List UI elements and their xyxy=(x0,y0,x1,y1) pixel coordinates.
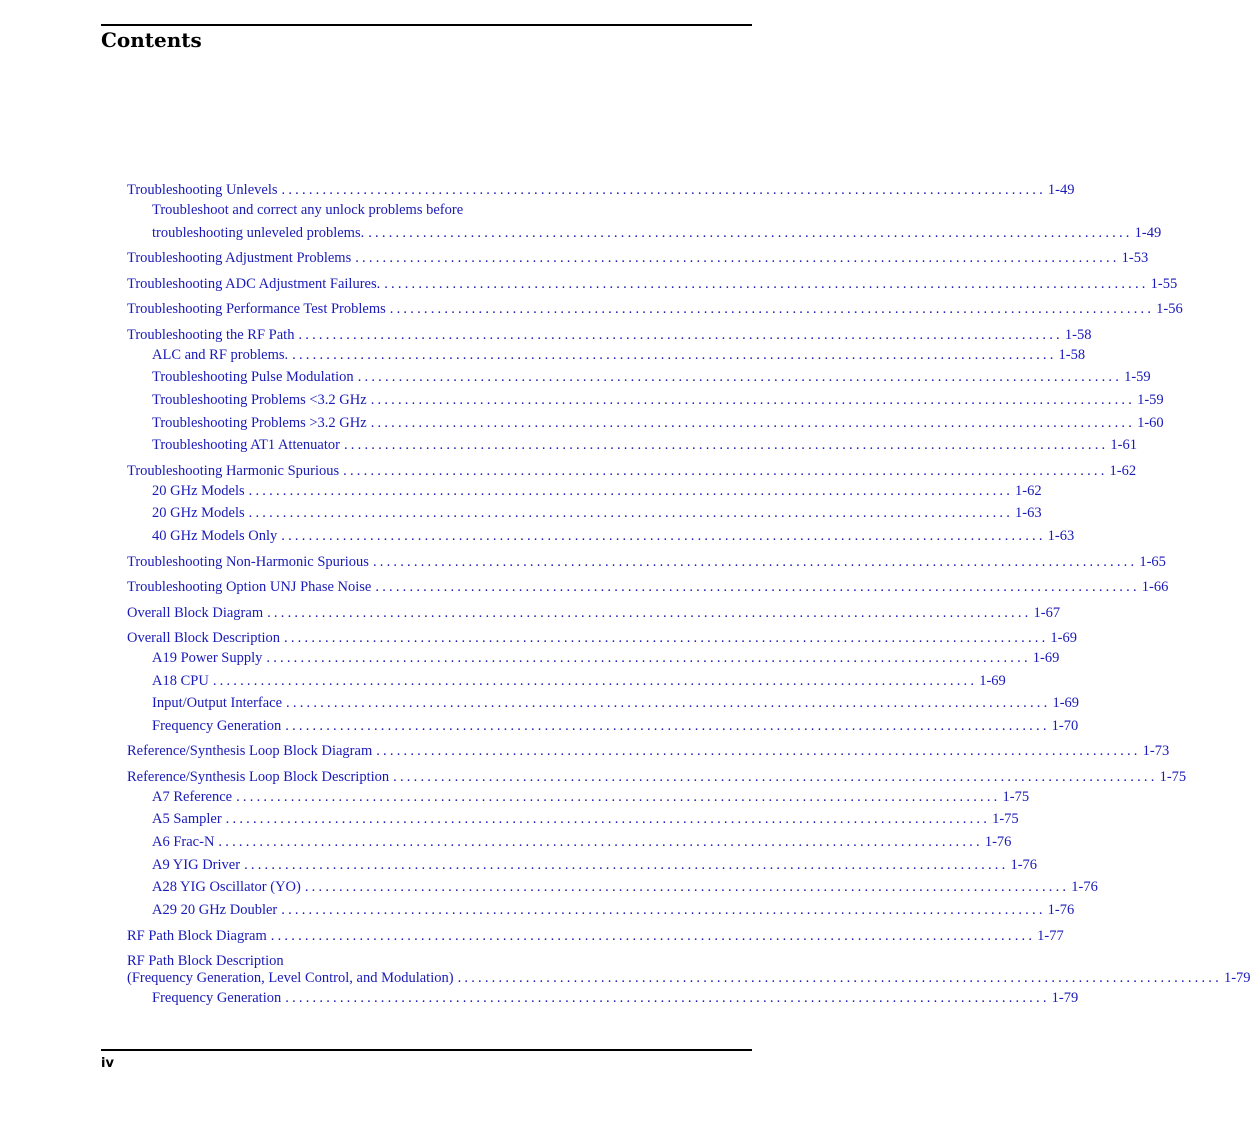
toc-entry-performance-test-problems[interactable] xyxy=(0,300,1183,319)
toc-entry-harmonic-spurious[interactable] xyxy=(0,462,1137,481)
top-rule xyxy=(101,24,752,26)
leader-dots: ................................................................................................................ xyxy=(457,970,1222,986)
toc-label: Troubleshooting Unlevels xyxy=(127,182,278,198)
toc-page: 1-73 xyxy=(1142,743,1170,759)
toc-entry-non-harmonic-spurious[interactable] xyxy=(0,553,1166,572)
toc-entry-problems-below-3-2ghz[interactable] xyxy=(0,391,1164,410)
toc-label: A6 Frac-N xyxy=(152,834,215,850)
page-number: iv xyxy=(101,1056,114,1071)
toc-page: 1-76 xyxy=(1071,879,1098,895)
toc-label: Troubleshooting Pulse Modulation xyxy=(152,369,354,385)
toc-label: troubleshooting unleveled problems. xyxy=(152,225,365,241)
toc-label: Troubleshooting Problems <3.2 GHz xyxy=(152,392,367,408)
toc-page: 1-59 xyxy=(1137,392,1164,408)
leader-dots: ................................................................................................................ xyxy=(292,347,1057,363)
toc-entry-pulse-modulation[interactable] xyxy=(0,368,1151,387)
leader-dots: ................................................................................................................ xyxy=(286,695,1051,711)
toc-page: 1-76 xyxy=(1010,857,1038,873)
leader-dots: ................................................................................................................ xyxy=(285,718,1050,734)
toc-label: 20 GHz Models xyxy=(152,505,245,521)
leader-dots: ................................................................................................................ xyxy=(248,483,1014,499)
toc-entry-ref-synth-loop-block-description[interactable] xyxy=(0,768,1187,787)
toc-label: ALC and RF problems. xyxy=(152,347,289,363)
toc-page: 1-62 xyxy=(1109,463,1137,479)
toc-entry-troubleshooting-unlevels[interactable] xyxy=(0,181,1075,200)
toc-entry-unlock-note[interactable]: Troubleshoot and correct any unlock problems before xyxy=(152,202,464,218)
leader-dots: ................................................................................................................ xyxy=(267,605,1032,621)
toc-entry-a5-sampler[interactable] xyxy=(0,810,1019,829)
toc-entry-a28-yig-oscillator[interactable] xyxy=(0,878,1098,897)
toc-page: 1-69 xyxy=(1052,695,1080,711)
leader-dots: ................................................................................................................ xyxy=(298,327,1063,343)
toc-label: A7 Reference xyxy=(152,789,233,805)
toc-page: 1-49 xyxy=(1134,225,1162,241)
leader-dots: ................................................................................................................ xyxy=(236,789,1001,805)
toc-label: Frequency Generation xyxy=(152,718,282,734)
toc-entry-a7-reference[interactable] xyxy=(0,788,1030,807)
toc-page: 1-75 xyxy=(992,811,1019,827)
toc-entry-20ghz-models-2[interactable] xyxy=(0,504,1042,523)
toc-entry-overall-block-diagram[interactable] xyxy=(0,604,1061,623)
toc-entry-rf-path-block-description[interactable]: RF Path Block Description xyxy=(127,953,284,969)
toc-entry-frequency-generation-2[interactable] xyxy=(0,989,1079,1008)
toc-page: 1-76 xyxy=(1047,902,1075,918)
toc-entry-alc-rf-problems[interactable] xyxy=(0,346,1086,365)
leader-dots: ................................................................................................................ xyxy=(375,579,1140,595)
leader-dots: ................................................................................................................ xyxy=(285,990,1050,1006)
leader-dots: ................................................................................................................ xyxy=(343,463,1108,479)
toc-page: 1-69 xyxy=(979,673,1006,689)
leader-dots: ................................................................................................................ xyxy=(393,769,1158,785)
toc-label: Troubleshooting Problems >3.2 GHz xyxy=(152,415,367,431)
toc-page: 1-61 xyxy=(1110,437,1137,453)
leader-dots: ................................................................................................................ xyxy=(372,554,1138,570)
toc-entry-adc-adjustment-failures[interactable] xyxy=(0,275,1178,294)
toc-page: 1-79 xyxy=(1223,970,1251,986)
leader-dots: ................................................................................................................ xyxy=(370,392,1136,408)
leader-dots: ................................................................................................................ xyxy=(225,811,991,827)
leader-dots: ................................................................................................................ xyxy=(248,505,1014,521)
leader-dots: ................................................................................................................ xyxy=(368,225,1133,241)
toc-entry-a9-yig-driver[interactable] xyxy=(0,856,1038,875)
toc-label: Troubleshooting the RF Path xyxy=(127,327,295,343)
toc-label: Reference/Synthesis Loop Block Description xyxy=(127,769,390,785)
leader-dots: ................................................................................................................ xyxy=(212,673,978,689)
toc-page: 1-63 xyxy=(1015,505,1042,521)
toc-entry-rf-path[interactable] xyxy=(0,326,1092,345)
leader-dots: ................................................................................................................ xyxy=(281,528,1046,544)
toc-label: A5 Sampler xyxy=(152,811,222,827)
toc-page: 1-79 xyxy=(1051,990,1079,1006)
toc-entry-frequency-generation-1[interactable] xyxy=(0,717,1079,736)
toc-label: Troubleshooting ADC Adjustment Failures. xyxy=(127,276,381,292)
leader-dots: ................................................................................................................ xyxy=(357,369,1123,385)
leader-dots: ................................................................................................................ xyxy=(389,301,1155,317)
toc-page: 1-75 xyxy=(1159,769,1187,785)
leader-dots: ................................................................................................................ xyxy=(281,902,1046,918)
toc-label: Overall Block Diagram xyxy=(127,605,264,621)
leader-dots: ................................................................................................................ xyxy=(384,276,1149,292)
toc-label: Troubleshooting Performance Test Problems xyxy=(127,301,386,317)
toc-entry-a29-20ghz-doubler[interactable] xyxy=(0,901,1075,920)
toc-entry-adjustment-problems[interactable] xyxy=(0,249,1149,268)
toc-page: 1-55 xyxy=(1150,276,1178,292)
toc-page: 1-70 xyxy=(1051,718,1079,734)
toc-label: Reference/Synthesis Loop Block Diagram xyxy=(127,743,373,759)
toc-label: Troubleshooting AT1 Attenuator xyxy=(152,437,340,453)
toc-entry-a6-frac-n[interactable] xyxy=(0,833,1012,852)
leader-dots: ................................................................................................................ xyxy=(370,415,1136,431)
leader-dots: ................................................................................................................ xyxy=(244,857,1009,873)
toc-entry-ref-synth-loop-block-diagram[interactable] xyxy=(0,742,1170,761)
toc-page: 1-66 xyxy=(1141,579,1169,595)
toc-page: 1-59 xyxy=(1124,369,1151,385)
toc-label: A19 Power Supply xyxy=(152,650,263,666)
toc-label: Frequency Generation xyxy=(152,990,282,1006)
bottom-rule xyxy=(101,1049,752,1051)
toc-page: 1-49 xyxy=(1047,182,1075,198)
leader-dots: ................................................................................................................ xyxy=(266,650,1031,666)
toc-label: A9 YIG Driver xyxy=(152,857,241,873)
toc-entry-problems-above-3-2ghz[interactable] xyxy=(0,414,1164,433)
toc-page: 1-56 xyxy=(1156,301,1183,317)
toc-label: Overall Block Description xyxy=(127,630,281,646)
toc-label: (Frequency Generation, Level Control, and Modulation) xyxy=(127,970,454,986)
toc-entry-option-unj-phase-noise[interactable] xyxy=(0,578,1169,597)
leader-dots: ................................................................................................................ xyxy=(270,928,1036,944)
toc-page: 1-76 xyxy=(984,834,1012,850)
toc-page: 1-62 xyxy=(1015,483,1042,499)
toc-label: Troubleshooting Option UNJ Phase Noise xyxy=(127,579,372,595)
toc-label: 40 GHz Models Only xyxy=(152,528,278,544)
toc-label: A18 CPU xyxy=(152,673,209,689)
toc-label: Input/Output Interface xyxy=(152,695,283,711)
leader-dots: ................................................................................................................ xyxy=(376,743,1141,759)
toc-entry-unleveled-problems[interactable] xyxy=(0,224,1162,243)
toc-label: Troubleshooting Harmonic Spurious xyxy=(127,463,340,479)
toc-label: A28 YIG Oscillator (YO) xyxy=(152,879,301,895)
toc-page: 1-58 xyxy=(1058,347,1086,363)
leader-dots: ................................................................................................................ xyxy=(304,879,1070,895)
toc-page: 1-60 xyxy=(1137,415,1164,431)
toc-page: 1-67 xyxy=(1033,605,1061,621)
toc-page: 1-77 xyxy=(1037,928,1064,944)
leader-dots: ................................................................................................................ xyxy=(218,834,983,850)
toc-entry-a19-power-supply[interactable] xyxy=(0,649,1060,668)
toc-label: Troubleshooting Non-Harmonic Spurious xyxy=(127,554,369,570)
toc-page: 1-58 xyxy=(1064,327,1092,343)
toc-entry-rf-path-block-diagram[interactable] xyxy=(0,927,1064,946)
toc-page: 1-69 xyxy=(1050,630,1078,646)
toc-entry-overall-block-description[interactable] xyxy=(0,629,1078,648)
page-title: Contents xyxy=(101,28,202,52)
toc-page: 1-75 xyxy=(1002,789,1030,805)
toc-label: Troubleshooting Adjustment Problems xyxy=(127,250,352,266)
toc-page: 1-65 xyxy=(1139,554,1166,570)
toc-entry-freq-gen-level-control-modulation[interactable] xyxy=(0,969,1251,988)
toc-entry-40ghz-models-only[interactable] xyxy=(0,527,1075,546)
leader-dots: ................................................................................................................ xyxy=(284,630,1049,646)
toc-page: 1-63 xyxy=(1047,528,1075,544)
toc-page: 1-53 xyxy=(1121,250,1149,266)
toc-page: 1-69 xyxy=(1032,650,1060,666)
toc-entry-at1-attenuator[interactable] xyxy=(0,436,1137,455)
leader-dots: ................................................................................................................ xyxy=(343,437,1109,453)
toc-label: 20 GHz Models xyxy=(152,483,245,499)
leader-dots: ................................................................................................................ xyxy=(355,250,1120,266)
toc-label: A29 20 GHz Doubler xyxy=(152,902,278,918)
leader-dots: ................................................................................................................ xyxy=(281,182,1046,198)
toc-label: RF Path Block Diagram xyxy=(127,928,267,944)
toc-entry-20ghz-models-1[interactable] xyxy=(0,482,1042,501)
toc-entry-a18-cpu[interactable] xyxy=(0,672,1006,691)
toc-entry-input-output-interface[interactable] xyxy=(0,694,1080,713)
